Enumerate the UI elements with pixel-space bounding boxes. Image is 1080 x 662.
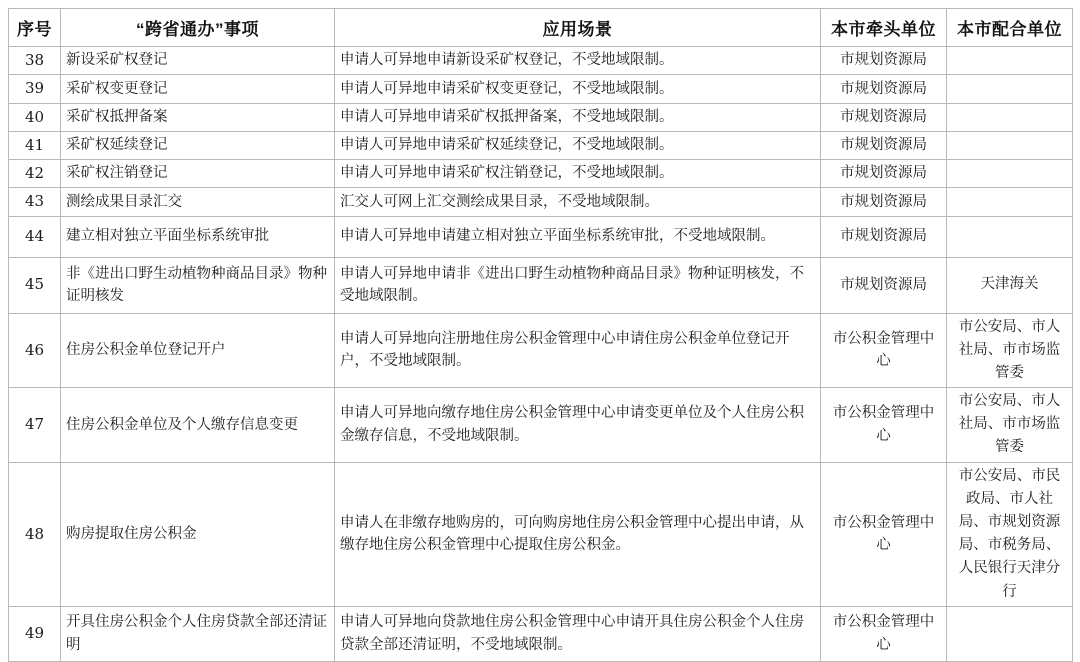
cell-lead-unit: 市规划资源局: [821, 75, 947, 103]
cell-item: 采矿权延续登记: [61, 131, 335, 159]
cell-lead-unit: 市规划资源局: [821, 47, 947, 75]
cell-scene: 申请人可异地申请采矿权延续登记，不受地域限制。: [335, 131, 821, 159]
cell-scene: 申请人可异地申请采矿权抵押备案，不受地域限制。: [335, 103, 821, 131]
cell-scene: 申请人可异地申请新设采矿权登记，不受地域限制。: [335, 47, 821, 75]
table-row: [9, 257, 1073, 313]
cell-no: 47: [9, 388, 61, 463]
cell-lead-unit: 市规划资源局: [821, 188, 947, 216]
cross-province-matters-table: [8, 8, 1073, 662]
cell-scene: 申请人可异地向注册地住房公积金管理中心申请住房公积金单位登记开户，不受地域限制。: [335, 313, 821, 388]
cell-lead-unit: 市规划资源局: [821, 257, 947, 313]
cell-no: 42: [9, 160, 61, 188]
header-row: [9, 9, 1073, 47]
cell-lead-unit: 市公积金管理中心: [821, 606, 947, 661]
column-header-scene: 应用场景: [335, 9, 821, 47]
cell-scene: 申请人可异地申请采矿权变更登记，不受地域限制。: [335, 75, 821, 103]
cell-item: 购房提取住房公积金: [61, 462, 335, 606]
table-row: [9, 462, 1073, 606]
cell-no: 45: [9, 257, 61, 313]
column-header-lead-unit: 本市牵头单位: [821, 9, 947, 47]
cell-scene: 汇交人可网上汇交测绘成果目录，不受地域限制。: [335, 188, 821, 216]
cell-lead-unit: 市规划资源局: [821, 131, 947, 159]
table-body: [9, 47, 1073, 662]
cell-no: 48: [9, 462, 61, 606]
cell-lead-unit: 市公积金管理中心: [821, 462, 947, 606]
cell-no: 43: [9, 188, 61, 216]
table-row: [9, 75, 1073, 103]
cell-cooperating-unit: [947, 606, 1073, 661]
cell-lead-unit: 市公积金管理中心: [821, 388, 947, 463]
cell-cooperating-unit: [947, 103, 1073, 131]
cell-item: 住房公积金单位及个人缴存信息变更: [61, 388, 335, 463]
cell-item: 测绘成果目录汇交: [61, 188, 335, 216]
cell-no: 40: [9, 103, 61, 131]
cell-scene: 申请人可异地申请非《进出口野生动植物种商品目录》物种证明核发，不受地域限制。: [335, 257, 821, 313]
table-row: [9, 160, 1073, 188]
cell-item: 非《进出口野生动植物种商品目录》物种证明核发: [61, 257, 335, 313]
cell-no: 44: [9, 216, 61, 257]
cell-cooperating-unit: 市公安局、市人社局、市市场监管委: [947, 388, 1073, 463]
cell-lead-unit: 市规划资源局: [821, 216, 947, 257]
cell-item: 住房公积金单位登记开户: [61, 313, 335, 388]
cell-cooperating-unit: [947, 216, 1073, 257]
cell-cooperating-unit: [947, 160, 1073, 188]
cell-item: 采矿权变更登记: [61, 75, 335, 103]
cell-item: 建立相对独立平面坐标系统审批: [61, 216, 335, 257]
cell-no: 38: [9, 47, 61, 75]
table-row: [9, 313, 1073, 388]
column-header-no: 序号: [9, 9, 61, 47]
cell-item: 开具住房公积金个人住房贷款全部还清证明: [61, 606, 335, 661]
table-row: [9, 388, 1073, 463]
table-row: [9, 216, 1073, 257]
cell-no: 39: [9, 75, 61, 103]
cell-cooperating-unit: 市公安局、市人社局、市市场监管委: [947, 313, 1073, 388]
cell-scene: 申请人可异地向缴存地住房公积金管理中心申请变更单位及个人住房公积金缴存信息，不受地域限制。: [335, 388, 821, 463]
cell-item: 新设采矿权登记: [61, 47, 335, 75]
cell-no: 46: [9, 313, 61, 388]
cell-cooperating-unit: 市公安局、市民政局、市人社局、市规划资源局、市税务局、人民银行天津分行: [947, 462, 1073, 606]
table-header: [9, 9, 1073, 47]
table-row: [9, 606, 1073, 661]
column-header-cooperating-unit: 本市配合单位: [947, 9, 1073, 47]
table-row: [9, 188, 1073, 216]
cell-cooperating-unit: [947, 131, 1073, 159]
table-row: [9, 103, 1073, 131]
cell-cooperating-unit: [947, 188, 1073, 216]
cell-cooperating-unit: [947, 47, 1073, 75]
cell-lead-unit: 市规划资源局: [821, 103, 947, 131]
cell-item: 采矿权抵押备案: [61, 103, 335, 131]
cell-cooperating-unit: 天津海关: [947, 257, 1073, 313]
table-row: [9, 47, 1073, 75]
cell-lead-unit: 市规划资源局: [821, 160, 947, 188]
cell-scene: 申请人可异地向贷款地住房公积金管理中心申请开具住房公积金个人住房贷款全部还清证明，不受地域限制。: [335, 606, 821, 661]
cell-item: 采矿权注销登记: [61, 160, 335, 188]
cell-no: 41: [9, 131, 61, 159]
cell-cooperating-unit: [947, 75, 1073, 103]
column-header-item: “跨省通办”事项: [61, 9, 335, 47]
cell-scene: 申请人可异地申请建立相对独立平面坐标系统审批，不受地域限制。: [335, 216, 821, 257]
cell-scene: 申请人可异地申请采矿权注销登记，不受地域限制。: [335, 160, 821, 188]
cell-scene: 申请人在非缴存地购房的，可向购房地住房公积金管理中心提出申请，从缴存地住房公积金管理中心提取住房公积金。: [335, 462, 821, 606]
cell-lead-unit: 市公积金管理中心: [821, 313, 947, 388]
table-row: [9, 131, 1073, 159]
cell-no: 49: [9, 606, 61, 661]
